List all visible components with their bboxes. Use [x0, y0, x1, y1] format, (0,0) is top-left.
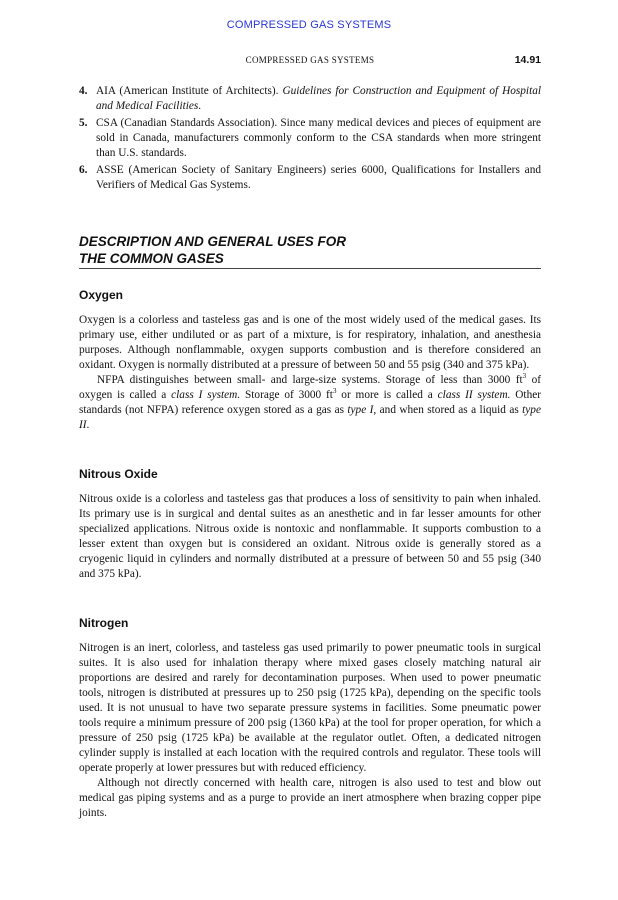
reference-item	[79, 163, 541, 193]
nitrous-oxide-heading: Nitrous Oxide	[79, 467, 158, 481]
italic-term: class II system.	[437, 389, 511, 401]
reference-item	[79, 84, 541, 114]
nitrogen-paragraph-1: Nitrogen is an inert, colorless, and tasteless gas used primarily to power pneumatic tools in surgical suites. It is also used for inhalation therapy where mixed gases closely matching natural air proportions are desired and rarely for decontamination purposes. When used to power pneumatic tools, nitrogen is distributed at pressures up to 250 psig (1725 kPa), depending on the specific tools used. It is not unusual to have two separate pressure systems in facilities. Some pneumatic power tools require a minimum pressure of 200 psig (1360 kPa) at the tool for proper operation, for which a pressure of 250 psig (1725 kPa) be available at the regulator outlet. Often, a dedicated nitrogen cylinder supply is installed at each location with the required controls and regulator. These tools will operate properly at lower pressures but with reduced efficiency.	[79, 642, 541, 774]
reference-number: 5.	[79, 117, 88, 129]
text-run: Other standards (not NFPA) reference oxygen stored as a gas as	[79, 389, 541, 416]
italic-term: type II	[79, 404, 541, 431]
page-number: 14.91	[514, 54, 541, 66]
reference-number: 6.	[79, 164, 88, 176]
page-content	[79, 84, 541, 821]
reference-list	[79, 84, 541, 193]
section-title-line-1: DESCRIPTION AND GENERAL USES FOR	[79, 234, 347, 249]
text-run: and when stored as a liquid as	[376, 404, 523, 416]
superscript: 3	[332, 387, 337, 396]
italic-term: class I system.	[171, 389, 241, 401]
reference-item	[79, 116, 541, 161]
section-title-line-2: THE COMMON GASES	[79, 250, 224, 266]
oxygen-paragraph-2	[79, 373, 541, 433]
reference-text: ASSE (American Society of Sanitary Engineers) series 6000, Qualifications for Installers and Verifiers of Medical Gas Systems.	[96, 164, 541, 191]
reference-text: AIA (American Institute of Architects).	[96, 85, 283, 97]
text-run: Storage of 3000 ft	[240, 389, 333, 401]
oxygen-heading: Oxygen	[79, 288, 124, 302]
reference-number: 4.	[79, 85, 88, 97]
text-run: .	[86, 419, 90, 431]
italic-term: type I,	[347, 404, 377, 416]
text-run: NFPA distinguishes between small- and large-size systems. Storage of less than 3000 ft	[97, 374, 523, 386]
reference-text: CSA (Canadian Standards Association). Since many medical devices and pieces of equipment are sold in Canada, manufacturers commonly conform to the CSA standards when more stringent than U.S. standards.	[96, 117, 541, 159]
reference-title: Guidelines for Construction and Equipment of Hospital and Medical Facilities	[96, 85, 541, 112]
reference-tail: .	[198, 100, 202, 112]
top-banner: COMPRESSED GAS SYSTEMS	[226, 19, 392, 31]
running-head	[79, 55, 541, 69]
superscript: 3	[522, 372, 527, 381]
oxygen-paragraph-1: Oxygen is a colorless and tasteless gas and is one of the most widely used of the medical gases. Its primary use, either undiluted or as part of a mixture, is for respiratory, inhalation, and anesthesia purposes. Although nonflammable, oxygen supports combustion and is therefore considered an oxidant. Oxygen is normally distributed at a pressure of between 50 and 55 psig (340 and 375 kPa).	[79, 314, 541, 371]
text-run: or more is called a	[336, 389, 438, 401]
text-run: of oxygen is called a	[79, 374, 541, 401]
nitrogen-heading: Nitrogen	[79, 616, 129, 630]
nitrogen-paragraph-2: Although not directly concerned with health care, nitrogen is also used to test and blow out medical gas piping systems and as a purge to provide an inert atmosphere when brazing copper pipe joints.	[79, 777, 541, 819]
running-head-title: COMPRESSED GAS SYSTEMS	[245, 55, 375, 65]
nitrous-oxide-paragraph: Nitrous oxide is a colorless and tasteless gas that produces a loss of sensitivity to pain when inhaled. Its primary use is in surgical and dental suites as an anesthetic and in far lesser amounts for other specialized applications. Nitrous oxide is nontoxic and nonflammable. It supports combustion to a lesser extent than oxygen but is considered an oxidant. Nitrous oxide is generally stored as a cryogenic liquid in cylinders and normally distributed at a pressure of between 50 and 55 psig (340 and 375 kPa).	[79, 493, 541, 580]
section-title	[79, 234, 541, 269]
